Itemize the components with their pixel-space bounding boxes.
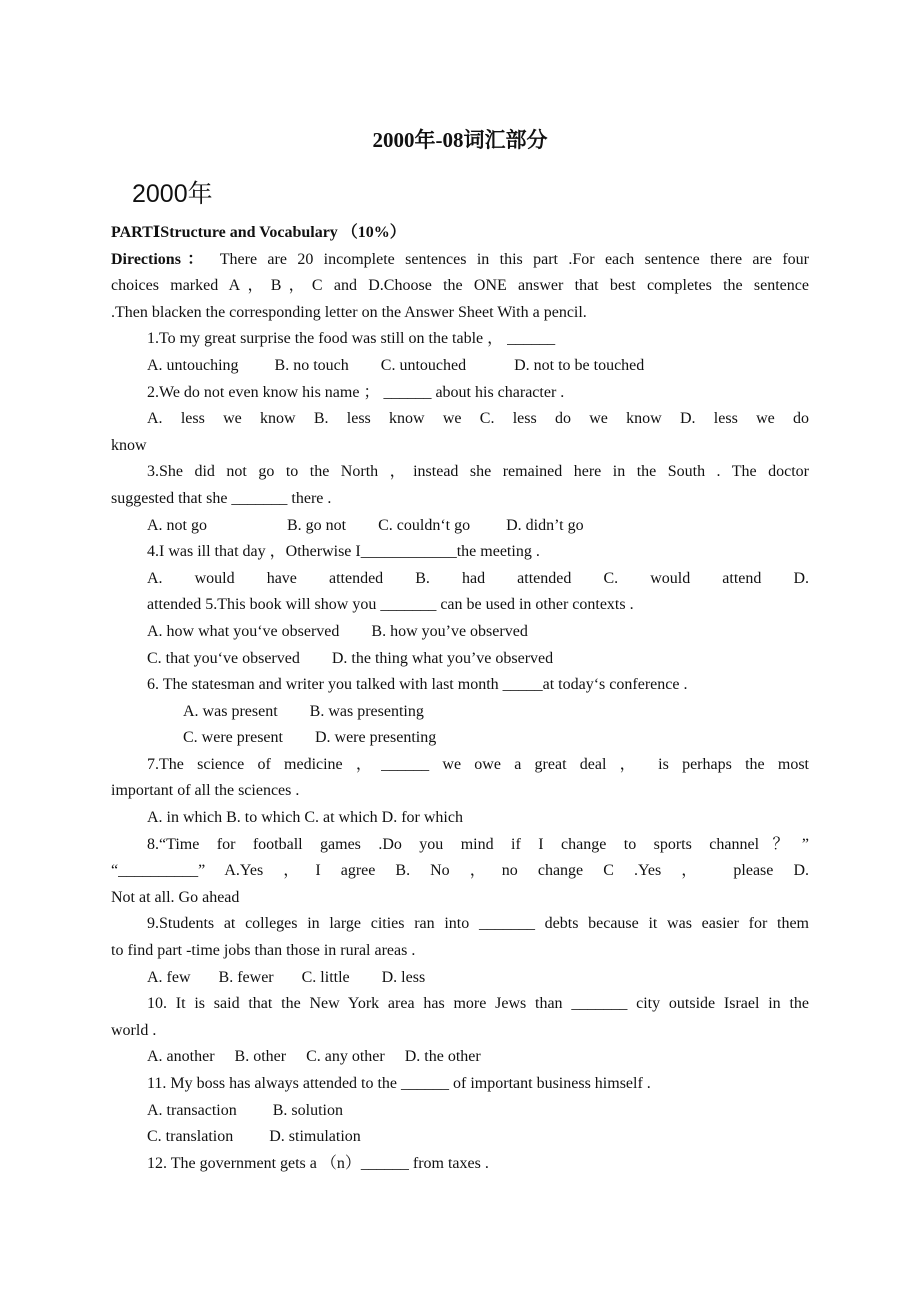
options-line: A. few B. fewer C. little D. less: [147, 968, 426, 986]
options-line: A. untouching B. no touch C. untouched D. not to be touched: [147, 356, 645, 374]
question-line: important of all the sciences .: [111, 782, 300, 800]
options-line: know: [111, 436, 147, 454]
question-line: 3.She did not go to the North ，instead she remained here in the South . The doctor: [147, 463, 809, 481]
question-line: 9.Students at colleges in large cities ran into _______ debts because it was easier for them: [147, 915, 809, 933]
question-line: to find part -time jobs than those in rural areas .: [111, 942, 416, 960]
options-line: C. were present D. were presenting: [183, 729, 437, 747]
directions-line: [111, 247, 809, 274]
directions-line: choices marked A，B，C and D.Choose the ONE answer that best completes the sentence: [111, 277, 809, 295]
options-line: Not at all. Go ahead: [111, 888, 240, 906]
options-line: A. in which B. to which C. at which D. for which: [147, 809, 463, 827]
question-line: 8.“Time for football games .Do you mind if I change to sports channel？”: [147, 835, 809, 853]
options-line: A. less we know B. less know we C. less do we know D. less we do: [147, 410, 809, 428]
document-title: 2000年-08词汇部分: [372, 128, 548, 152]
question-line: 1.To my great surprise the food was still on the table ， ______: [147, 330, 556, 348]
question-line: 12. The government gets a （n）______ from taxes .: [147, 1154, 489, 1172]
question-line: 11. My boss has always attended to the ______ of important business himself .: [147, 1075, 651, 1092]
options-line: A. transaction B. solution: [147, 1101, 343, 1119]
options-line: C. that you‘ve observed D. the thing what you’ve observed: [147, 649, 554, 667]
document-body: [111, 220, 809, 1177]
question-line: 4.I was ill that day ，Otherwise I____________the meeting .: [147, 543, 540, 561]
year-heading: 2000年: [132, 180, 213, 208]
question-line: attended 5.This book will show you _______ can be used in other contexts .: [147, 596, 634, 614]
options-line: A. was present B. was presenting: [183, 702, 424, 720]
part-title: PARTⅠStructure and Vocabulary （10%）: [111, 224, 406, 241]
directions-line: .Then blacken the corresponding letter on the Answer Sheet With a pencil.: [111, 303, 587, 321]
directions-label: Directions：: [111, 250, 210, 268]
question-line: world .: [111, 1021, 157, 1039]
directions-text: There are 20 incomplete sentences in this part .For each sentence there are four: [209, 250, 809, 268]
options-line: C. translation D. stimulation: [147, 1128, 361, 1146]
options-line: A. another B. other C. any other D. the other: [147, 1048, 481, 1066]
question-line: 7.The science of medicine ，______ we owe a great deal ， is perhaps the most: [147, 755, 809, 773]
options-line: A. not go B. go not C. couldn‘t go D. didn’t go: [147, 516, 584, 534]
options-line: A. how what you‘ve observed B. how you’ve observed: [147, 622, 528, 640]
options-line: A. would have attended B. had attended C. would attend D.: [147, 569, 809, 587]
options-line: “__________” A.Yes ，I agree B. No ，no change C .Yes ， please D.: [111, 862, 809, 880]
question-line: 2.We do not even know his name ； ______ about his character .: [147, 383, 565, 401]
question-line: 10. It is said that the New York area has more Jews than _______ city outside Israel in the: [147, 995, 809, 1013]
question-line: suggested that she _______ there .: [111, 489, 332, 507]
question-line: 6. The statesman and writer you talked with last month _____at today‘s conference .: [147, 676, 688, 694]
